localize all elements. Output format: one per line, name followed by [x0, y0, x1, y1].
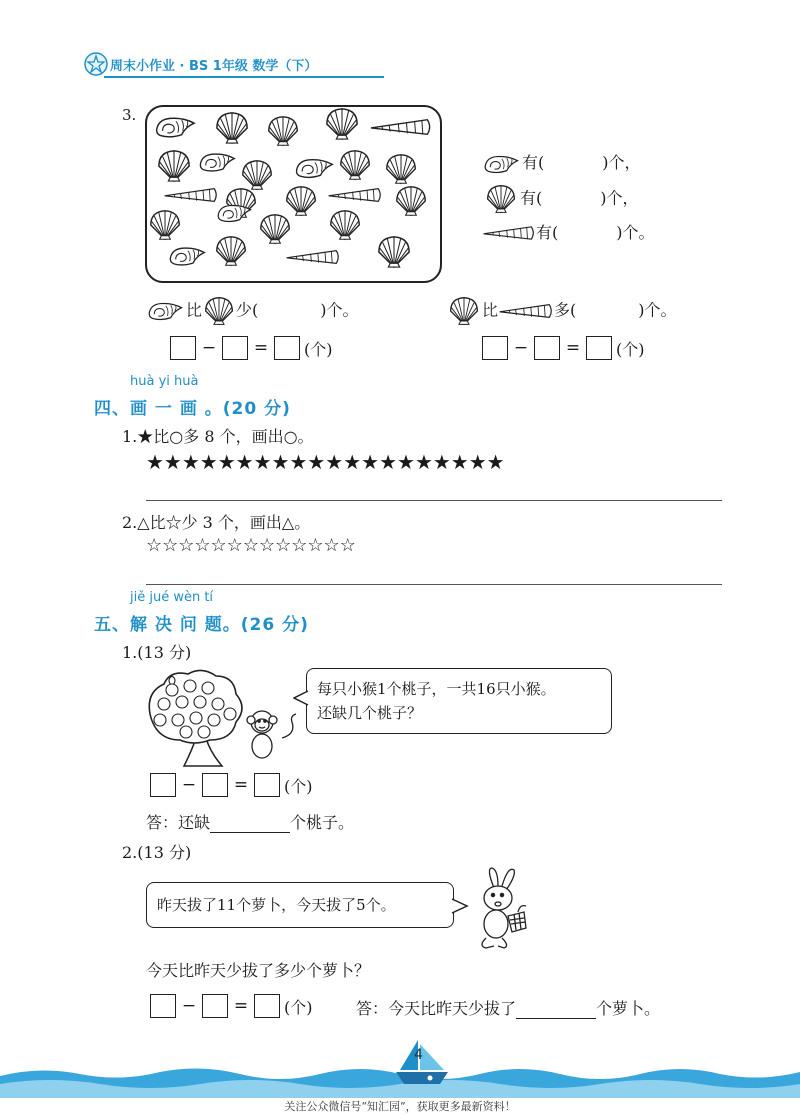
- outline-stars-row: ☆☆☆☆☆☆☆☆☆☆☆☆☆: [146, 535, 356, 556]
- problem-2-number: 2.(13 分): [122, 843, 192, 862]
- answer-box[interactable]: [150, 773, 176, 797]
- problem-2-question: 今天比昨天少拔了多少个萝卜？: [146, 961, 371, 980]
- star-logo-icon: [84, 52, 108, 76]
- section-4-title: 四、画 一 画 。(20 分): [94, 399, 291, 419]
- speech-bubble-tail: [451, 898, 469, 914]
- cone-shell-icon: [482, 223, 536, 245]
- count-line-cone: 有( )个。: [482, 220, 655, 245]
- peach-tree-illustration: [144, 668, 304, 768]
- cone-shell-icon: [498, 300, 554, 322]
- conch-shell-icon: [482, 152, 522, 176]
- footer-note: 关注公众微信号“知汇园”，获取更多最新资料！: [284, 1100, 516, 1113]
- scallop-shell-icon: [482, 184, 520, 214]
- question-3-number: 3.: [122, 106, 137, 124]
- section-5-pinyin: jiě jué wèn tí: [130, 590, 214, 605]
- drawing-line-2[interactable]: [146, 584, 722, 585]
- answer-box[interactable]: [202, 773, 228, 797]
- answer-box[interactable]: [534, 336, 560, 360]
- equation-row-left: − = (个): [170, 336, 333, 360]
- conch-shell-icon: [146, 298, 186, 324]
- equation-row-right: − = (个): [482, 336, 645, 360]
- equation-row-problem-1: − = (个): [150, 773, 313, 797]
- rabbit-illustration: [468, 866, 534, 950]
- answer-box[interactable]: [170, 336, 196, 360]
- compare-line-left: 比 少( )个。: [146, 296, 359, 326]
- answer-box[interactable]: [274, 336, 300, 360]
- scallop-shell-icon: [202, 296, 236, 326]
- answer-box[interactable]: [222, 336, 248, 360]
- count-line-conch: 有( )个，: [482, 150, 641, 176]
- answer-box[interactable]: [254, 994, 280, 1018]
- equation-row-problem-2: − = (个): [150, 994, 313, 1018]
- header-title: 周末小作业 · BS 1年级 数学（下）: [110, 59, 318, 74]
- compare-line-right: 比 多( )个。: [446, 296, 677, 326]
- speech-bubble-tail: [293, 690, 309, 706]
- answer-blank[interactable]: [210, 814, 290, 833]
- answer-box[interactable]: [150, 994, 176, 1018]
- speech-bubble-problem-1: 每只小猴1个桃子，一共16只小猴。 还缺几个桃子？: [306, 668, 612, 734]
- page-number: 4: [414, 1047, 423, 1063]
- section-4-pinyin: huà yi huà: [130, 374, 199, 389]
- answer-box[interactable]: [482, 336, 508, 360]
- speech-bubble-problem-2: 昨天拔了11个萝卜，今天拔了5个。: [146, 882, 454, 928]
- section-5-title: 五、解 决 问 题。(26 分): [94, 615, 309, 635]
- drawing-line-1[interactable]: [146, 500, 722, 501]
- answer-box[interactable]: [202, 994, 228, 1018]
- filled-stars-row: ★★★★★★★★★★★★★★★★★★★★: [146, 450, 505, 474]
- problem-1-number: 1.(13 分): [122, 643, 192, 662]
- section-4-question-1: 1.★比○多 8 个，画出○。: [122, 427, 314, 446]
- scallop-shell-icon: [446, 296, 482, 326]
- section-4-question-2: 2.△比☆少 3 个，画出△。: [122, 513, 311, 532]
- answer-box[interactable]: [586, 336, 612, 360]
- count-line-scallop: 有( )个，: [482, 184, 639, 214]
- answer-box[interactable]: [254, 773, 280, 797]
- shell-picture: [145, 105, 442, 283]
- answer-blank[interactable]: [516, 1000, 596, 1019]
- answer-line-problem-2: 答：今天比昨天少拔了 个萝卜。: [356, 999, 661, 1018]
- answer-line-problem-1: 答：还缺 个桃子。: [146, 813, 355, 832]
- header-underline: [104, 76, 384, 78]
